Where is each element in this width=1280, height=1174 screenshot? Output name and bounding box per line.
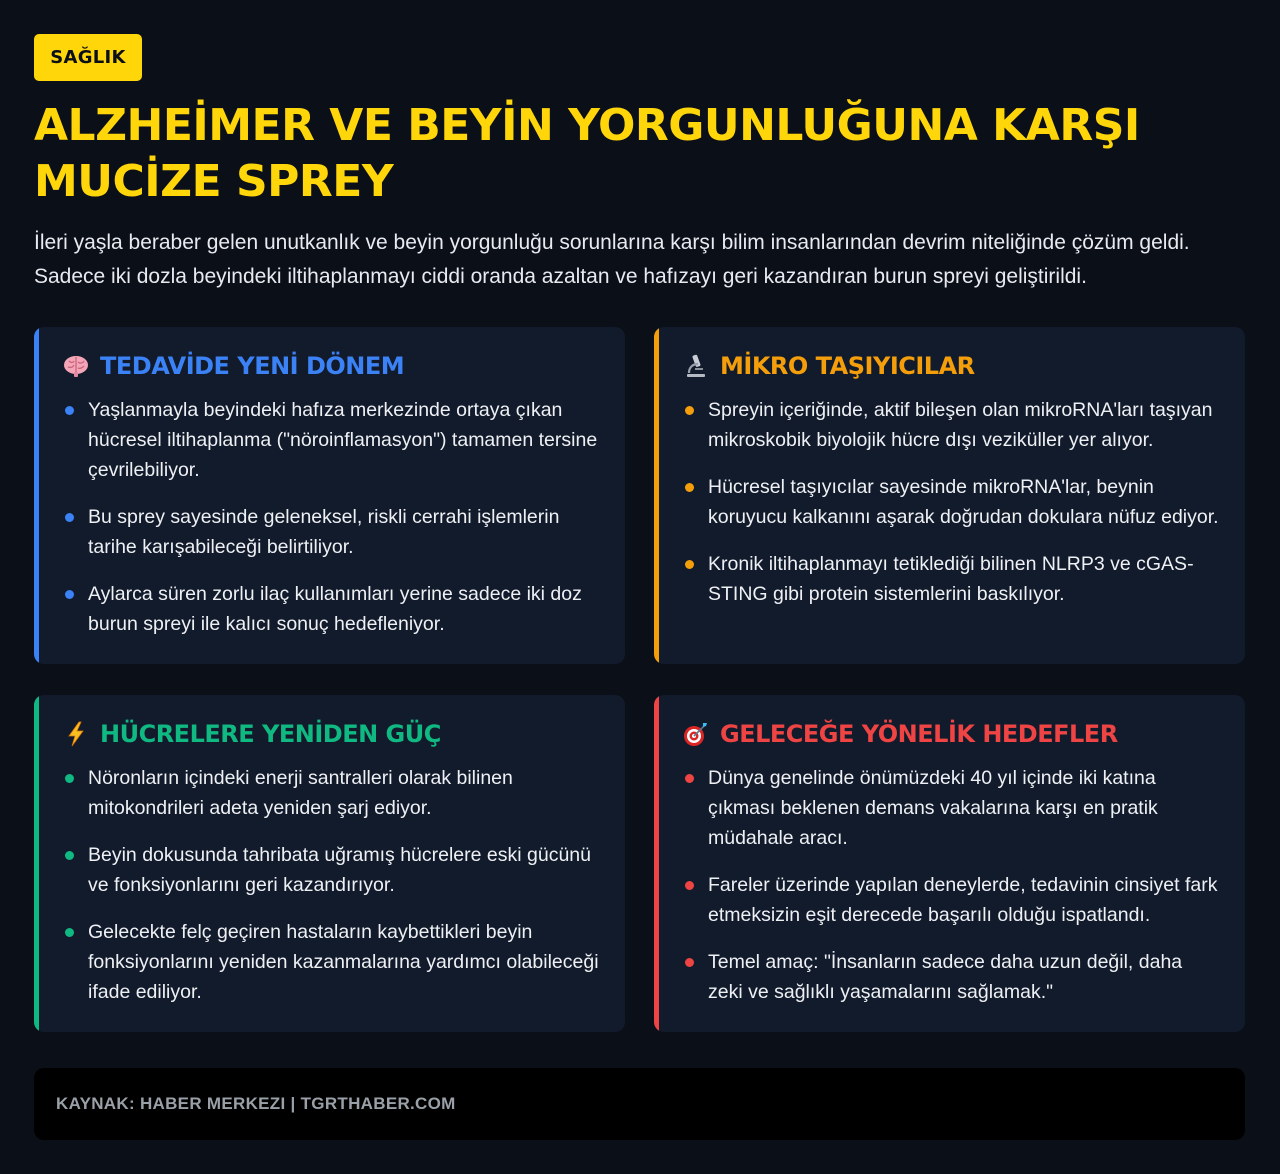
bullet-list [62,395,601,639]
card-title: HÜCRELERE YENİDEN GÜÇ [100,720,441,748]
list-item: Kronik iltihaplanmayı tetiklediği bilinen NLRP3 ve cGAS-STING gibi protein sistemlerini baskılıyor. [682,549,1221,609]
source-footer: KAYNAK: HABER MERKEZI | TGRTHABER.COM [34,1068,1245,1140]
microscope-icon [682,352,710,380]
list-item: Dünya genelinde önümüzdeki 40 yıl içinde iki katına çıkması beklenen demans vakalarına karşı en pratik müdahale aracı. [682,763,1221,853]
lightning-icon [62,720,90,748]
card-title: TEDAVİDE YENİ DÖNEM [100,352,405,380]
lead-paragraph: İleri yaşla beraber gelen unutkanlık ve beyin yorgunluğu sorunlarına karşı bilim insanlarından devrim niteliğinde çözüm geldi. Sadece iki dozla beyindeki iltihaplanmayı ciddi oranda azaltan ve hafızayı geri kazandıran burun spreyi geliştirildi. [34,231,1190,288]
card-gelecege-yonelik-hedefler [654,695,1245,1032]
category-tag: SAĞLIK [34,34,142,81]
headline: ALZHEİMER VE BEYİN YORGUNLUĞUNA KARŞI MUCİZE SPREY [34,100,1140,207]
list-item: Yaşlanmayla beyindeki hafıza merkezinde ortaya çıkan hücresel iltihaplanma ("nöroinflamasyon") tamamen tersine çevrilebiliyor. [62,395,601,485]
bullet-list [62,763,601,1007]
bullet-list [682,395,1221,609]
brain-icon [62,352,90,380]
list-item: Fareler üzerinde yapılan deneylerde, tedavinin cinsiyet fark etmeksizin eşit derecede başarılı olduğu ispatlandı. [682,870,1221,930]
list-item: Nöronların içindeki enerji santralleri olarak bilinen mitokondrileri adeta yeniden şarj ediyor. [62,763,601,823]
card-hucrelere-yeniden-guc [34,695,625,1032]
bullet-list [682,763,1221,1007]
card-mikro-tasiyicilar [654,327,1245,664]
card-title: GELECEĞE YÖNELİK HEDEFLER [720,720,1118,748]
list-item: Hücresel taşıyıcılar sayesinde mikroRNA'lar, beynin koruyucu kalkanını aşarak doğrudan dokulara nüfuz ediyor. [682,472,1221,532]
target-icon [682,720,710,748]
list-item: Spreyin içeriğinde, aktif bileşen olan mikroRNA'ları taşıyan mikroskobik biyolojik hücre dışı veziküller yer alıyor. [682,395,1221,455]
list-item: Gelecekte felç geçiren hastaların kaybettikleri beyin fonksiyonlarını yeniden kazanmalarına yardımcı olabileceği ifade ediliyor. [62,917,601,1007]
list-item: Bu sprey sayesinde geleneksel, riskli cerrahi işlemlerin tarihe karışabileceği belirtiliyor. [62,502,601,562]
card-title: MİKRO TAŞIYICILAR [720,352,975,380]
card-tedavide-yeni-donem [34,327,625,664]
list-item: Beyin dokusunda tahribata uğramış hücrelere eski gücünü ve fonksiyonlarını geri kazandırıyor. [62,840,601,900]
list-item: Aylarca süren zorlu ilaç kullanımları yerine sadece iki doz burun spreyi ile kalıcı sonuç hedefleniyor. [62,579,601,639]
list-item: Temel amaç: "İnsanların sadece daha uzun değil, daha zeki ve sağlıklı yaşamalarını sağlamak." [682,947,1221,1007]
